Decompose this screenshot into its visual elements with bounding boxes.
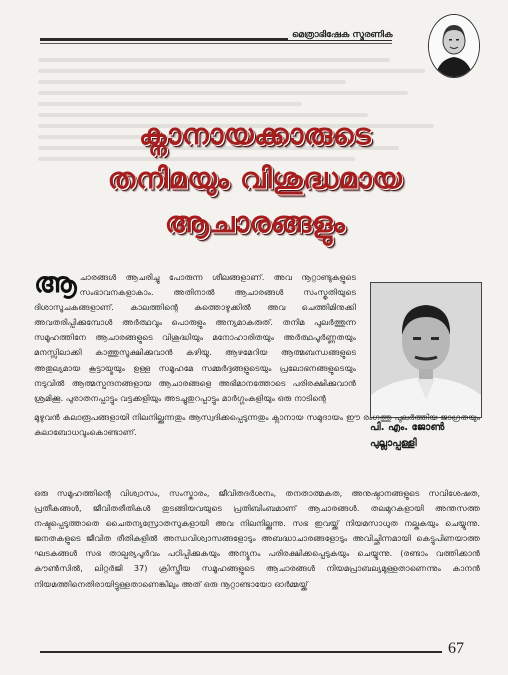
footer-rule	[40, 651, 442, 653]
title-line-3: ആചാരങ്ങളും	[164, 205, 346, 239]
paragraph-1-column	[34, 266, 356, 406]
paragraph-1-text: ചാരങ്ങൾ ആചരിച്ചു പോരുന്ന ശീലങ്ങളാണ്. അവ നൂറ്റാണ്ടുകളുടെ സംഭാവനകളാകാം. അതിനാൽ ആചാരങ്ങൾ സംസ്കൃതിയുടെ ദിശാസൂചകങ്ങളാണ്. കാലത്തിന്റെ കുത്തൊഴുക്കിൽ അവ ചെത്തിമിനുക്കി അവതരിപ്പിക്കുമ്പോൾ അർത്ഥവും പൊരുളും അന്യമാകരുത്. തനിമ പുലർത്തുന്ന സമൂഹത്തിനേ ആചാരങ്ങളുടെ വിശുദ്ധിയും മനോഹാരിതയും അർത്ഥപൂർണ്ണതയും മനസ്സിലാക്കി കാത്തുസൂക്ഷിക്കുവാൻ കഴിയൂ. ആഴമേറിയ ആത്മബന്ധങ്ങളുടെ അതുല്യമായ കൂട്ടായ്മയും ഉള്ള സമൂഹമേ സമ്മർദ്ദങ്ങളുടെയും പ്രലോഭനങ്ങളുടെയും നടുവിൽ ആത്മസ്പന്ദനങ്ങളായ ആചാരങ്ങളെ അഭിമാനത്തോടെ പരിരക്ഷിക്കുവാൻ ശ്രമിക്കൂ. പുരാതനപ്പാട്ടും വട്ടക്കളിയും അടച്ചുതുറപ്പാട്ടും മാർഗ്ഗംകളിയും ഒരു നാടിന്റെ	[34, 272, 356, 403]
author-name-line-1: പി. എം. ജോൺ	[370, 422, 445, 433]
paragraph-1-continued: മുഴുവൻ കലാരൂപങ്ങളായി നിലനില്ക്കുന്നതും ആസ്വദിക്കപ്പെടുന്നതും ക്നാനായ സമുദായം ഈ രംഗത്തു പുലർത്തിയ ജാഗ്രതയും കലാബോധവുംകൊണ്ടാണ്.	[34, 412, 480, 438]
header-rule-thin	[40, 43, 392, 44]
paragraph-2: ഒരു സമൂഹത്തിന്റെ വിശ്വാസം, സംസ്കാരം, ജീവിതദർശനം, തനതാത്മകത, അനുഷ്ഠാനങ്ങളുടെ സവിശേഷത, പ്രതീകങ്ങൾ, ജീവിതരീതികൾ തുടങ്ങിയവയുടെ പ്രതിബിംബമാണ് ആചാരങ്ങൾ. തലമുറകളായി അന്തസത്ത നഷ്ടപ്പെടുത്താതെ ചൈതന്യസ്രോതസുകളായി അവ നിലനില്ക്കുന്നു. സഭ ഇവയ്ക്ക് നിയമസാധുത നല്കുകയും ചെയ്യുന്നു. ജനതകളുടെ ജീവിത രീതികളിൽ അന്ധവിശ്വാസങ്ങളോടും അബദ്ധാചാരങ്ങളോടും അവിച്ഛിന്നമായി കെട്ടുപിണയാത്ത ഘടകങ്ങൾ സഭ താല്പര്യപൂർവം പഠിപ്പിക്കുകയും അന്യൂനം പരിരക്ഷിക്കപ്പെടുകയും ചെയ്യുന്നു. (രണ്ടാം വത്തിക്കാൻ കൗൺസിൽ, ലിറ്റർജി 37) ക്രിസ്തീയ സമൂഹങ്ങളുടെ ആചാരങ്ങൾ നിയമപ്രാബല്യമുള്ളതാണെന്നും കാനൻ നിയമത്തിനെതിരായിട്ടുള്ളതാണെങ്കിലും അത് ഒരു നൂറ്റാണ്ടായോ ഓർമ്മയ്ക്ക്	[34, 488, 480, 589]
article-title	[40, 112, 470, 244]
drop-cap: ആ	[34, 266, 77, 299]
title-line-1: ക്നാനായക്കാരുടെ	[138, 117, 372, 151]
title-line-2: തനിമയും വിശുദ്ധമായ	[107, 161, 403, 195]
section-label: മെത്രാഭിഷേക സ്മരണിക	[288, 30, 397, 40]
author-photo	[370, 282, 482, 418]
author-name-line-2: പുല്ലാപ്പള്ളി	[370, 438, 417, 449]
bishop-portrait-image	[428, 14, 480, 78]
page-number: 67	[448, 640, 464, 657]
